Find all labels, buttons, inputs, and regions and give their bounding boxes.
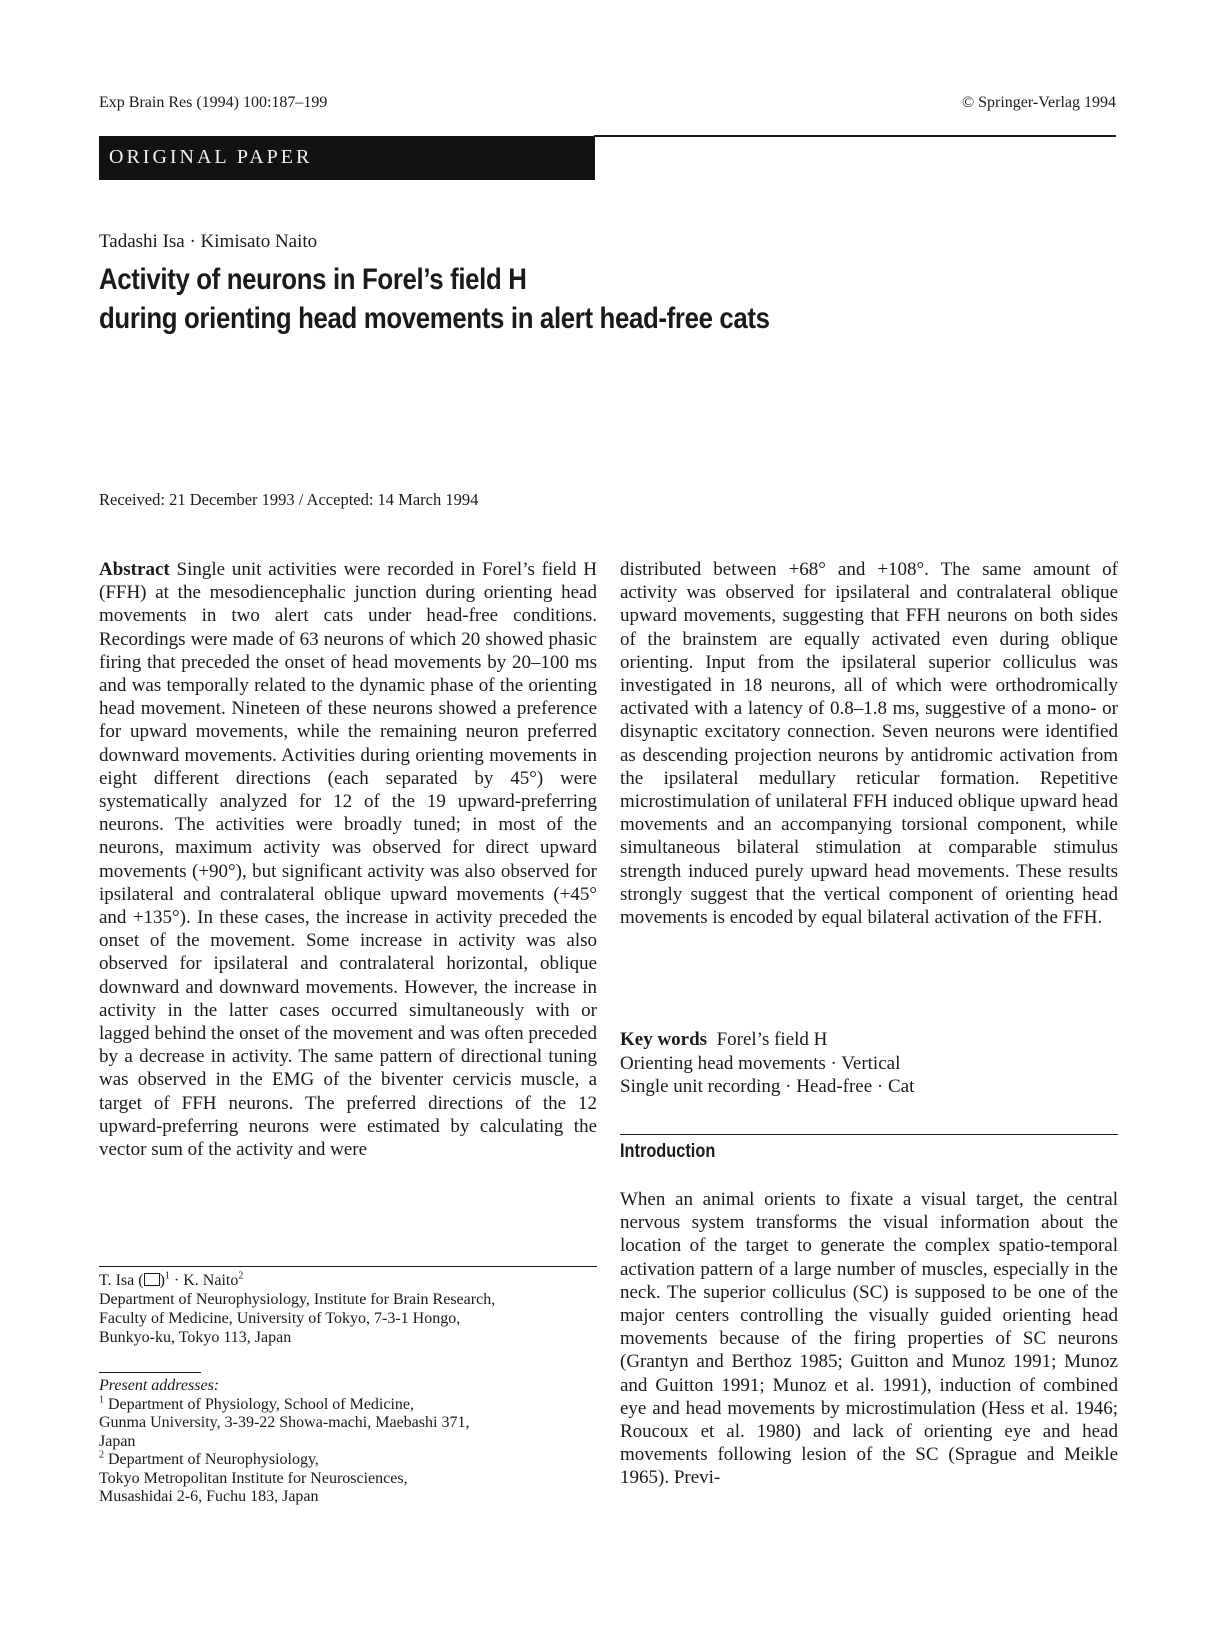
envelope-icon [144,1273,160,1286]
present-addresses-label: Present addresses: [99,1377,220,1394]
section-rule [620,1134,1118,1135]
footnote-rule [99,1266,597,1267]
header-rule [594,135,1116,137]
affiliation-line-1: Department of Neurophysiology, Institute for Brain Research, [99,1291,496,1308]
keywords-line-2: Orienting head movements · Vertical [620,1052,901,1074]
received-accepted-dates: Received: 21 December 1993 / Accepted: 14 March 1994 [99,490,479,509]
keywords-line-1: Forel’s field H [716,1029,828,1050]
present-address-rule [99,1372,201,1373]
keywords-line-3: Single unit recording · Head-free · Cat [620,1076,915,1097]
abstract-column-1 [99,558,597,1161]
abstract-text-2: distributed between +68° and +108°. The same amount of activity was observed for ipsilateral and contralateral oblique upward movements, suggesting that FFH neurons on both sides of the brainstem are equally activated even during oblique orienting. Input from the ipsilateral superior colliculus was investigated in 18 neurons, all of which were orthodromically activated with a latency of 0.8–1.8 ms, suggestive of a mono- or disynaptic excitatory connection. Seven neurons were identified as descending projection neurons by antidromic activation from the ipsilateral medullary reticular formation. Repetitive microstimulation of unilateral FFH induced oblique upward head movements and an accompanying torsional component, while simultaneous bilateral stimulation at comparable stimulus strength induced purely upward head movements. These results strongly suggest that the vertical component of orienting head movements is encoded by equal bilateral activation of the FFH. [620,559,1118,929]
article-title [99,260,770,338]
article-type-label: ORIGINAL PAPER [109,146,313,168]
author-affiliation [99,1271,597,1347]
abstract-label: Abstract [99,559,170,580]
abstract-text-1: Single unit activities were recorded in Forel’s field H (FFH) at the mesodiencephalic junction during orienting head movements in two alert cats under head-free conditions. Recordings were made of 63 neurons of which 20 showed phasic firing that preceded the onset of head movements by 20–100 ms and was temporally related to the dynamic phase of the orienting head movement. Nineteen of these neurons showed a preference for upward movements, while the remaining neuron preferred downward movements. Activities during orienting movements in eight different directions (each separated by 45°) were systematically analyzed for 12 of the 19 upward-preferring neurons. The activities were broadly tuned; in most of the neurons, maximum activity was observed for direct upward movements (+90°), but significant activity was also observed for ipsilateral and contralateral oblique upward movements (+45° and +135°). In these cases, the increase in activity preceded the onset of the movement. Some increase in activity was also observed for ipsilateral and contralateral horizontal, oblique downward and downward movements. However, the increase in activity in the latter cases occurred simultaneously with or lagged behind the onset of the movement and was often preceded by a decrease in activity. The same pattern of directional tuning was observed in the EMG of the biventer cervicis muscle, a target of FFH neurons. The preferred directions of the 12 upward-preferring neurons were estimated by calculating the vector sum of the activity and were [99,559,598,1161]
introduction-heading: Introduction [620,1141,716,1162]
article-type-banner [99,136,595,180]
title-line-1: Activity of neurons in Forel’s field H [99,263,527,296]
affiliation-line-2: Faculty of Medicine, University of Tokyo, 7-3-1 Hongo, [99,1310,461,1327]
affiliation-line-3: Bunkyo-ku, Tokyo 113, Japan [99,1329,292,1346]
introduction-text: When an animal orients to fixate a visual target, the central nervous system transforms the visual information about the location of the target to generate the complex spatio-temporal activation pattern of a large number of muscles, especially in the neck. The superior colliculus (SC) is supposed to be one of the major centers controlling the visually guided orienting head movements because of the firing properties of SC neurons (Grantyn and Berthoz 1985; Guitton and Munoz 1991; Munoz and Guitton 1991; Munoz et al. 1991), induction of combined eye and head movements by microstimulation (Hess et al. 1946; Roucoux et al. 1980) and lack of orienting eye and head movements following lesion of the SC (Sprague and Meikle 1965). Previ- [620,1189,1118,1489]
present-addresses: Present addresses: $^1$ Department of Physiology, School of Medicine, Gunma University, 3-39-22 Showa-machi, Maebashi 371, Japan $^2$ Department of Neurophysiology, Tokyo Metropolitan Institute for Neurosciences, Musashidai 2-6, Fuchu 183, Japan [99,1377,597,1507]
keywords-label: Key words [620,1029,708,1050]
corresponding-authors: T. Isa ( )$^1$ · K. Naito$^2$ [99,1270,244,1289]
title-line-2: during orienting head movements in alert head-free cats [99,302,770,335]
authors: Tadashi Isa · Kimisato Naito [99,231,318,252]
journal-citation: Exp Brain Res (1994) 100:187–199 [99,94,328,111]
abstract-column-2 [620,558,1118,929]
keywords [620,1028,1118,1099]
copyright-notice: © Springer-Verlag 1994 [961,94,1116,111]
